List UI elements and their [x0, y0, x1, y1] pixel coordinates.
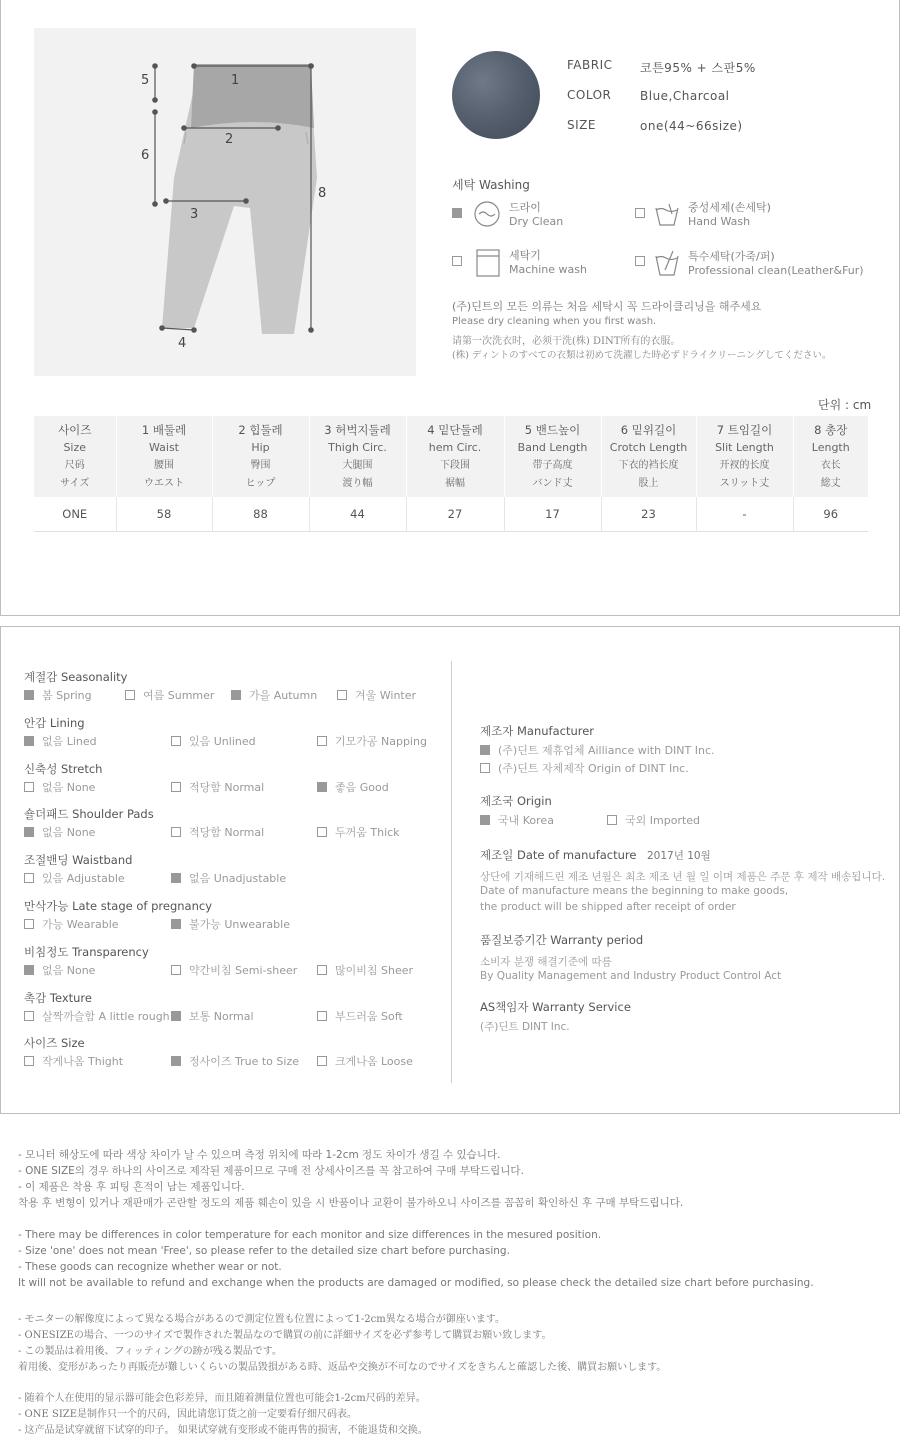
service-value: (주)딘트 DINT Inc. [480, 1021, 570, 1033]
washing-note-ko: (주)딘트의 모든 의류는 처음 세탁시 꼭 드라이클리닝을 해주세요 [452, 300, 762, 313]
attribute-title: 만삭가능 Late stage of pregnancy [24, 899, 213, 913]
option-label: 작게나옴 Thight [42, 1055, 124, 1069]
checkbox [171, 1056, 181, 1066]
notice-line-en: - These goods can recognize whether wear or not. [18, 1261, 282, 1273]
fabric-swatch [452, 51, 540, 139]
checkbox [317, 965, 327, 975]
checkbox [337, 690, 347, 700]
size-table-header: 2 힙둘레 Hip 臀围 ヒップ [212, 416, 309, 497]
option-label: 많이비침 Sheer [335, 963, 414, 977]
origin-option: 국내 Korea [480, 812, 554, 828]
notice-line-en: It will not be available to refund and exchange when the products are damaged or modified, so please check the detailed size chart before purchasing. [18, 1277, 814, 1289]
slit-cell: - [696, 497, 793, 531]
size-cell: ONE [34, 497, 116, 531]
attribute-option [24, 1008, 170, 1024]
spec-size-value: one(44~66size) [640, 119, 743, 133]
option-label: 좋음 Good [335, 780, 389, 794]
option-label: 없음 None [42, 826, 96, 840]
attribute-title: 신축성 Stretch [24, 761, 103, 776]
option-label: 두꺼움 Thick [335, 826, 400, 840]
notice-line-ko: - ONE SIZE의 경우 하나의 사이즈로 제작된 제품이므로 구매 전 상세사이즈를 꼭 참고하여 구매 부탁드립니다. [18, 1165, 524, 1177]
machine-wash-icon [475, 248, 501, 278]
attribute-option [125, 687, 214, 703]
attribute-option [231, 687, 317, 703]
notice-line-jp: - モニターの解像度によって異なる場合があるので測定位置も位置によって1-2cm異なる場合が御座います。 [18, 1314, 505, 1325]
attribute-option [171, 1053, 299, 1069]
checkbox [171, 965, 181, 975]
diagram-label-band: 5 [141, 73, 150, 88]
checkbox [171, 736, 181, 746]
size-table-header-row [34, 416, 868, 497]
spec-color-value: Blue,Charcoal [640, 89, 730, 103]
attribute-option [337, 687, 416, 703]
option-label: 불가능 Unwearable [189, 918, 290, 931]
checkbox [24, 782, 34, 792]
notice-line-ko: 착용 후 변형이 있거나 재판매가 곤란할 정도의 제품 훼손이 있을 시 반품이나 교환이 불가하오니 사이즈를 꼼꼼히 확인하신 후 구매 부탁드립니다. [18, 1197, 684, 1209]
notice-line-ko: - 이 제품은 착용 후 피팅 흔적이 남는 제품입니다. [18, 1181, 245, 1193]
washing-note-cn: 请第一次洗衣时，必须干洗(株) DINT所有的衣服。 [452, 336, 681, 347]
size-table-header: 사이즈 Size 尺码 サイズ [34, 416, 116, 497]
checkbox [125, 690, 135, 700]
option-label: 살짝까슬함 A little rough [42, 1009, 170, 1023]
spec-color-label: COLOR [567, 88, 612, 102]
option-label: 없음 None [42, 780, 96, 794]
option-label: 부드러움 Soft [335, 1009, 403, 1023]
attribute-option [171, 824, 264, 840]
product-attributes-panel [0, 626, 900, 1114]
notice-line-en: - There may be differences in color temperature for each monitor and size differences in the mesured position. [18, 1229, 602, 1241]
checkbox [24, 827, 34, 837]
diagram-label-thigh: 3 [190, 207, 199, 222]
size-diagram [34, 28, 416, 376]
checkbox [317, 782, 327, 792]
checkbox [317, 1011, 327, 1021]
diagram-label-length: 8 [318, 186, 327, 201]
service-title: AS책임자 Warranty Service [480, 1000, 631, 1014]
notice-line-jp: 着用後、変形があったり再販売が難しいくらいの製品毀損がある時、返品や交換が不可なのでサイズをきちんと確認した後、購買お願いします。 [18, 1362, 667, 1373]
hand-wash-label-ko: 중성세제(손세탁) [688, 201, 771, 214]
date-title: 제조일 Date of manufacture [480, 848, 637, 862]
professional-clean-icon [653, 248, 681, 278]
date-value: 2017년 10월 [647, 850, 711, 862]
size-table-header: 7 트임길이 Slit Length 开衩的长度 スリット丈 [696, 416, 793, 497]
attribute-option [171, 962, 297, 978]
attribute-title: 조절밴딩 Waistband [24, 853, 133, 868]
notice-line-jp: - ONESIZEの場合、一つのサイズで製作された製品なので購買の前に詳細サイズを必ず参考して購買お願い致します。 [18, 1330, 552, 1341]
checkbox [171, 873, 181, 883]
notice-line-cn: - ONE SIZE是制作只一个的尺码，因此请您订货之前一定要看仔细尺码表。 [18, 1409, 358, 1420]
dry-clean-label-ko: 드라이 [509, 201, 541, 214]
checkbox [171, 827, 181, 837]
option-label: 없음 None [42, 963, 96, 977]
date-note: Date of manufacture means the beginning to make goods, [480, 885, 789, 897]
professional-clean-label-ko: 특수세탁(가죽/퍼) [688, 250, 775, 263]
attribute-option [24, 733, 97, 749]
checkbox [317, 736, 327, 746]
attribute-option [24, 916, 119, 932]
attribute-title: 비침정도 Transparency [24, 944, 149, 959]
notice-line-en: - Size 'one' does not mean 'Free', so please refer to the detailed size chart before purchasing. [18, 1245, 510, 1257]
checkbox [231, 690, 241, 700]
diagram-label-waist: 1 [231, 73, 240, 88]
attribute-title: 계절감 Seasonality [24, 670, 128, 684]
pants-illustration [34, 28, 416, 376]
attribute-option [317, 733, 427, 749]
manufacturer-option: (주)딘트 자체제작 Origin of DINT Inc. [480, 760, 689, 776]
size-table-header: 1 배둘레 Waist 腰围 ウエスト [116, 416, 212, 497]
warranty-title: 품질보증기간 Warranty period [480, 933, 644, 947]
machine-wash-label-en: Machine wash [509, 263, 587, 276]
option-label: 가능 Wearable [42, 918, 119, 931]
machine-wash-checkbox [452, 256, 462, 266]
attribute-title: 숄더패드 Shoulder Pads [24, 807, 154, 822]
manufacturer-option: (주)딘트 제휴업체 Ailliance with DINT Inc. [480, 742, 715, 758]
checkbox [24, 1056, 34, 1066]
attribute-option [171, 779, 264, 795]
spec-fabric-label: FABRIC [567, 58, 613, 72]
spec-size-label: SIZE [567, 118, 596, 132]
professional-clean-checkbox [635, 256, 645, 266]
attribute-option [171, 733, 256, 749]
manufacturer-title: 제조자 Manufacturer [480, 724, 595, 738]
checkbox [24, 736, 34, 746]
option-label: 있음 Unlined [189, 734, 256, 748]
notice-line-jp: - この製品は着用後、フィッティングの跡が残る製品です。 [18, 1346, 282, 1357]
dry-clean-label-en: Dry Clean [509, 215, 564, 228]
attribute-option [317, 962, 413, 978]
product-spec-panel [0, 0, 900, 616]
checkbox [607, 815, 617, 825]
size-table-header: 5 밴드높이 Band Length 带子高度 バンド丈 [504, 416, 601, 497]
thigh-cell: 44 [309, 497, 406, 531]
option-label: 있음 Adjustable [42, 872, 125, 886]
spec-fabric-value: 코튼95% + 스판5% [640, 61, 756, 75]
machine-wash-label-ko: 세탁기 [509, 249, 541, 262]
checkbox [24, 965, 34, 975]
attribute-option [24, 824, 95, 840]
checkbox [24, 873, 34, 883]
checkbox [171, 919, 181, 929]
warranty-note: By Quality Management and Industry Product Control Act [480, 970, 782, 982]
option-label: 기모가공 Napping [335, 734, 427, 748]
attribute-option [171, 916, 290, 932]
professional-clean-label-en: Professional clean(Leather&Fur) [688, 264, 864, 277]
option-label: 적당함 Normal [189, 780, 265, 794]
hand-wash-icon [653, 200, 681, 228]
size-table-header: 6 밑위길이 Crotch Length 下衣的裆长度 股上 [601, 416, 696, 497]
checkbox [24, 690, 34, 700]
date-note: 상단에 기재해드린 제조 년월은 최초 제조 년 월 일 이며 제품은 주문 후 제작 배송됩니다. [480, 871, 886, 883]
checkbox [171, 1011, 181, 1021]
attribute-option [317, 1053, 413, 1069]
column-divider [451, 661, 452, 1083]
option-label: 가을 Autumn [249, 689, 318, 702]
notice-line-cn: - 随着个人在使用的显示器可能会色彩差异，而且随着测量位置也可能会1-2cm尺码的差异。 [18, 1393, 426, 1404]
hand-wash-label-en: Hand Wash [688, 215, 751, 228]
crotch-cell: 23 [601, 497, 696, 531]
diagram-label-hip: 2 [225, 132, 234, 147]
attribute-option [317, 1008, 403, 1024]
attribute-option [24, 870, 125, 886]
size-table-header: 8 총장 Length 衣长 総丈 [793, 416, 868, 497]
checkbox [171, 782, 181, 792]
option-label: 크게나옴 Loose [335, 1055, 413, 1069]
checkbox [24, 919, 34, 929]
notice-line-ko: - 모니터 해상도에 따라 색상 차이가 날 수 있으며 측정 위치에 따라 1-2cm 정도 차이가 생길 수 있습니다. [18, 1149, 501, 1161]
checkbox [24, 1011, 34, 1021]
option-label: 보통 Normal [189, 1009, 254, 1023]
dry-clean-checkbox [452, 208, 462, 218]
attribute-option [317, 779, 389, 795]
hip-cell: 88 [212, 497, 309, 531]
attribute-option [24, 687, 92, 703]
washing-note-jp: (株) ディントのすべての衣類は初めて洗濯した時必ずドライクリーニングしてください。 [452, 350, 832, 361]
option-label: 약간비침 Semi-sheer [189, 963, 298, 977]
attribute-option [24, 1053, 123, 1069]
attribute-option [24, 962, 95, 978]
checkbox [480, 763, 490, 773]
attribute-option [24, 779, 95, 795]
option-label: 적당함 Normal [189, 826, 265, 840]
attribute-title: 사이즈 Size [24, 1036, 85, 1051]
option-label: 겨울 Winter [355, 689, 417, 702]
option-label: 봄 Spring [42, 689, 92, 702]
dry-clean-icon [473, 200, 501, 228]
date-note: the product will be shipped after receipt of order [480, 901, 736, 913]
attribute-title: 안감 Lining [24, 715, 85, 730]
option-label: 정사이즈 True to Size [189, 1055, 299, 1069]
diagram-label-hem: 4 [178, 336, 187, 351]
hand-wash-checkbox [635, 208, 645, 218]
origin-option: 국외 Imported [607, 812, 700, 828]
attribute-option [317, 824, 400, 840]
attribute-title: 촉감 Texture [24, 990, 92, 1005]
hem-cell: 27 [406, 497, 504, 531]
checkbox [317, 827, 327, 837]
table-row [34, 497, 868, 531]
diagram-label-crotch: 6 [141, 148, 150, 163]
notice-line-cn: - 这产品是试穿就留下试穿的印子。 如果试穿就有变形或不能再售的损害，不能退货和交换。 [18, 1425, 428, 1436]
size-table [34, 416, 868, 532]
washing-note-en: Please dry cleaning when you first wash. [452, 316, 657, 327]
size-unit: 단위 : cm [818, 398, 872, 412]
band-cell: 17 [504, 497, 601, 531]
length-cell: 96 [793, 497, 868, 531]
attribute-option [171, 1008, 254, 1024]
attribute-option [171, 870, 286, 886]
size-table-header: 3 허벅지둘레 Thigh Circ. 大腿围 渡り幅 [309, 416, 406, 497]
option-label: 없음 Lined [42, 734, 97, 748]
option-label: 여름 Summer [143, 689, 215, 702]
option-label: 없음 Unadjustable [189, 872, 287, 886]
size-table-header: 4 밑단둘레 hem Circ. 下段围 裾幅 [406, 416, 504, 497]
waist-cell: 58 [116, 497, 212, 531]
checkbox [317, 1056, 327, 1066]
origin-title: 제조국 Origin [480, 794, 552, 808]
checkbox [480, 745, 490, 755]
washing-title: 세탁 Washing [452, 178, 530, 192]
checkbox [480, 815, 490, 825]
warranty-note: 소비자 분쟁 해결기준에 따름 [480, 956, 612, 968]
